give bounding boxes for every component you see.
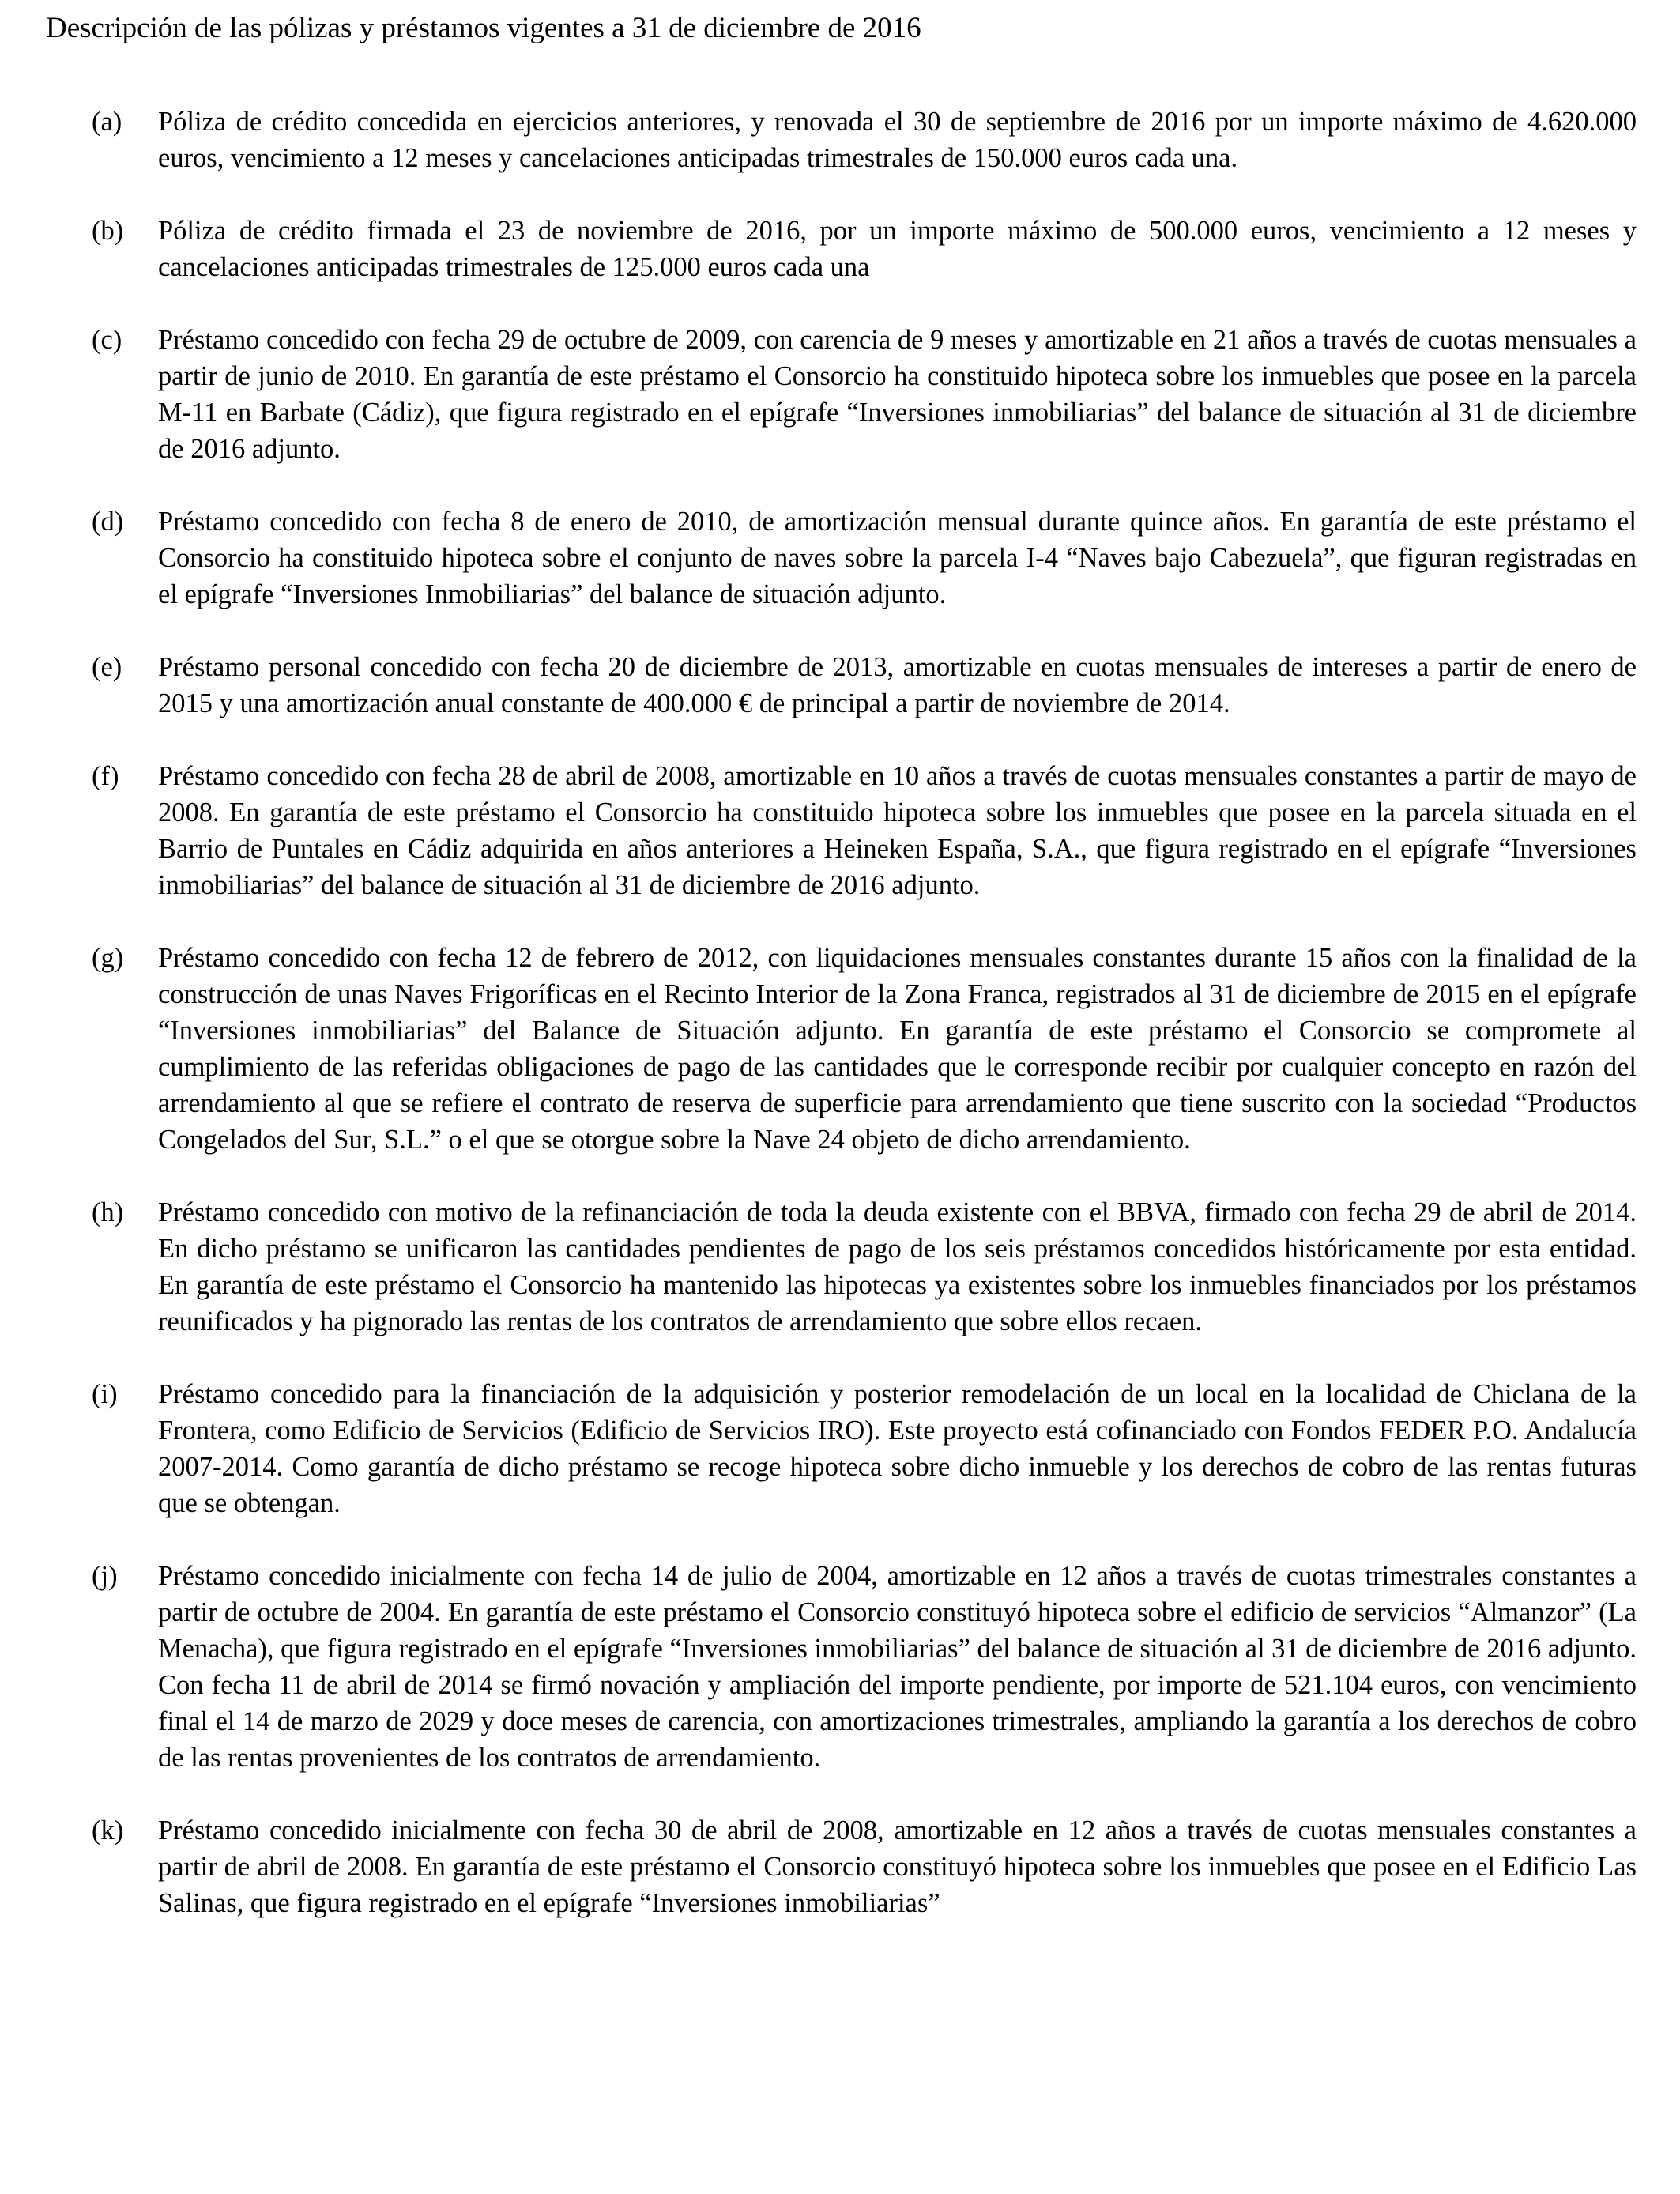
- list-item-h: [92, 1194, 1637, 1340]
- list-item-k: [92, 1812, 1637, 1921]
- item-label: (a): [92, 107, 122, 137]
- item-text: Préstamo concedido con fecha 8 de enero de 2010, de amortización mensual durante quince años. En garantía de este préstamo el Consorcio ha constituido hipoteca sobre el conjunto de naves sobre la parcela I-4 “Naves bajo Cabezuela”, que figuran registradas en el epígrafe “Inversiones Inmobiliarias” del balance de situación adjunto.: [158, 507, 1637, 609]
- list-item-d: [92, 503, 1637, 613]
- item-text: Préstamo concedido con fecha 29 de octubre de 2009, con carencia de 9 meses y amortizable en 21 años a través de cuotas mensuales a partir de junio de 2010. En garantía de este préstamo el Consorcio ha constituido hipoteca sobre los inmuebles que posee en la parcela M-11 en Barbate (Cádiz), que figura registrado en el epígrafe “Inversiones inmobiliarias” del balance de situación al 31 de diciembre de 2016 adjunto.: [158, 325, 1637, 464]
- item-text: Préstamo concedido con fecha 28 de abril de 2008, amortizable en 10 años a través de cuotas mensuales constantes a partir de mayo de 2008. En garantía de este préstamo el Consorcio ha constituido hipoteca sobre los inmuebles que posee en la parcela situada en el Barrio de Puntales en Cádiz adquirida en años anteriores a Heineken España, S.A., que figura registrado en el epígrafe “Inversiones inmobiliarias” del balance de situación al 31 de diciembre de 2016 adjunto.: [158, 761, 1637, 900]
- item-label: (d): [92, 507, 124, 537]
- list-item-a: [92, 104, 1637, 176]
- list-item-b: [92, 213, 1637, 285]
- item-text: Préstamo concedido con fecha 12 de febrero de 2012, con liquidaciones mensuales constantes durante 15 años con la finalidad de la construcción de unas Naves Frigoríficas en el Recinto Interior de la Zona Franca, registrados al 31 de diciembre de 2015 en el epígrafe “Inversiones inmobiliarias” del Balance de Situación adjunto. En garantía de este préstamo el Consorcio se compromete al cumplimiento de las referidas obligaciones de pago de las cantidades que le corresponde recibir por cualquier concepto en razón del arrendamiento al que se refiere el contrato de reserva de superficie para arrendamiento que tiene suscrito con la sociedad “Productos Congelados del Sur, S.L.” o el que se otorgue sobre la Nave 24 objeto de dicho arrendamiento.: [158, 943, 1637, 1155]
- item-label: (e): [92, 652, 122, 682]
- item-label: (g): [92, 943, 124, 973]
- list-item-g: [92, 940, 1637, 1158]
- item-label: (b): [92, 216, 124, 246]
- list-item-f: [92, 758, 1637, 903]
- page-title: Descripción de las pólizas y préstamos vigentes a 31 de diciembre de 2016: [46, 12, 921, 44]
- item-label: (f): [92, 761, 119, 791]
- list-item-i: [92, 1376, 1637, 1521]
- item-label: (i): [92, 1379, 118, 1409]
- item-text: Póliza de crédito concedida en ejercicios anteriores, y renovada el 30 de septiembre de 2016 por un importe máximo de 4.620.000 euros, vencimiento a 12 meses y cancelaciones anticipadas trimestrales de 150.000 euros cada una.: [158, 107, 1637, 173]
- item-label: (j): [92, 1561, 118, 1591]
- item-label: (c): [92, 325, 122, 355]
- item-text: Préstamo personal concedido con fecha 20 de diciembre de 2013, amortizable en cuotas mensuales de intereses a partir de enero de 2015 y una amortización anual constante de 400.000 € de principal a partir de noviembre de 2014.: [158, 652, 1637, 718]
- item-text: Póliza de crédito firmada el 23 de noviembre de 2016, por un importe máximo de 500.000 euros, vencimiento a 12 meses y cancelaciones anticipadas trimestrales de 125.000 euros cada una: [158, 216, 1637, 282]
- list-item-e: [92, 649, 1637, 722]
- list-item-c: [92, 322, 1637, 467]
- loan-description-list: [92, 104, 1637, 1958]
- item-text: Préstamo concedido inicialmente con fecha 30 de abril de 2008, amortizable en 12 años a través de cuotas mensuales constantes a partir de abril de 2008. En garantía de este préstamo el Consorcio constituyó hipoteca sobre los inmuebles que posee en el Edificio Las Salinas, que figura registrado en el epígrafe “Inversiones inmobiliarias”: [158, 1815, 1637, 1918]
- list-item-j: [92, 1558, 1637, 1776]
- item-label: (h): [92, 1197, 124, 1227]
- item-label: (k): [92, 1815, 124, 1845]
- item-text: Préstamo concedido con motivo de la refinanciación de toda la deuda existente con el BBVA, firmado con fecha 29 de abril de 2014. En dicho préstamo se unificaron las cantidades pendientes de pago de los seis préstamos concedidos históricamente por esta entidad. En garantía de este préstamo el Consorcio ha mantenido las hipotecas ya existentes sobre los inmuebles financiados por los préstamos reunificados y ha pignorado las rentas de los contratos de arrendamiento que sobre ellos recaen.: [158, 1197, 1637, 1336]
- item-text: Préstamo concedido inicialmente con fecha 14 de julio de 2004, amortizable en 12 años a través de cuotas trimestrales constantes a partir de octubre de 2004. En garantía de este préstamo el Consorcio constituyó hipoteca sobre el edificio de servicios “Almanzor” (La Menacha), que figura registrado en el epígrafe “Inversiones inmobiliarias” del balance de situación al 31 de diciembre de 2016 adjunto. Con fecha 11 de abril de 2014 se firmó novación y ampliación del importe pendiente, por importe de 521.104 euros, con vencimiento final el 14 de marzo de 2029 y doce meses de carencia, con amortizaciones trimestrales, ampliando la garantía a los derechos de cobro de las rentas provenientes de los contratos de arrendamiento.: [158, 1561, 1637, 1773]
- item-text: Préstamo concedido para la financiación de la adquisición y posterior remodelación de un local en la localidad de Chiclana de la Frontera, como Edificio de Servicios (Edificio de Servicios IRO). Este proyecto está cofinanciado con Fondos FEDER P.O. Andalucía 2007-2014. Como garantía de dicho préstamo se recoge hipoteca sobre dicho inmueble y los derechos de cobro de las rentas futuras que se obtengan.: [158, 1379, 1637, 1518]
